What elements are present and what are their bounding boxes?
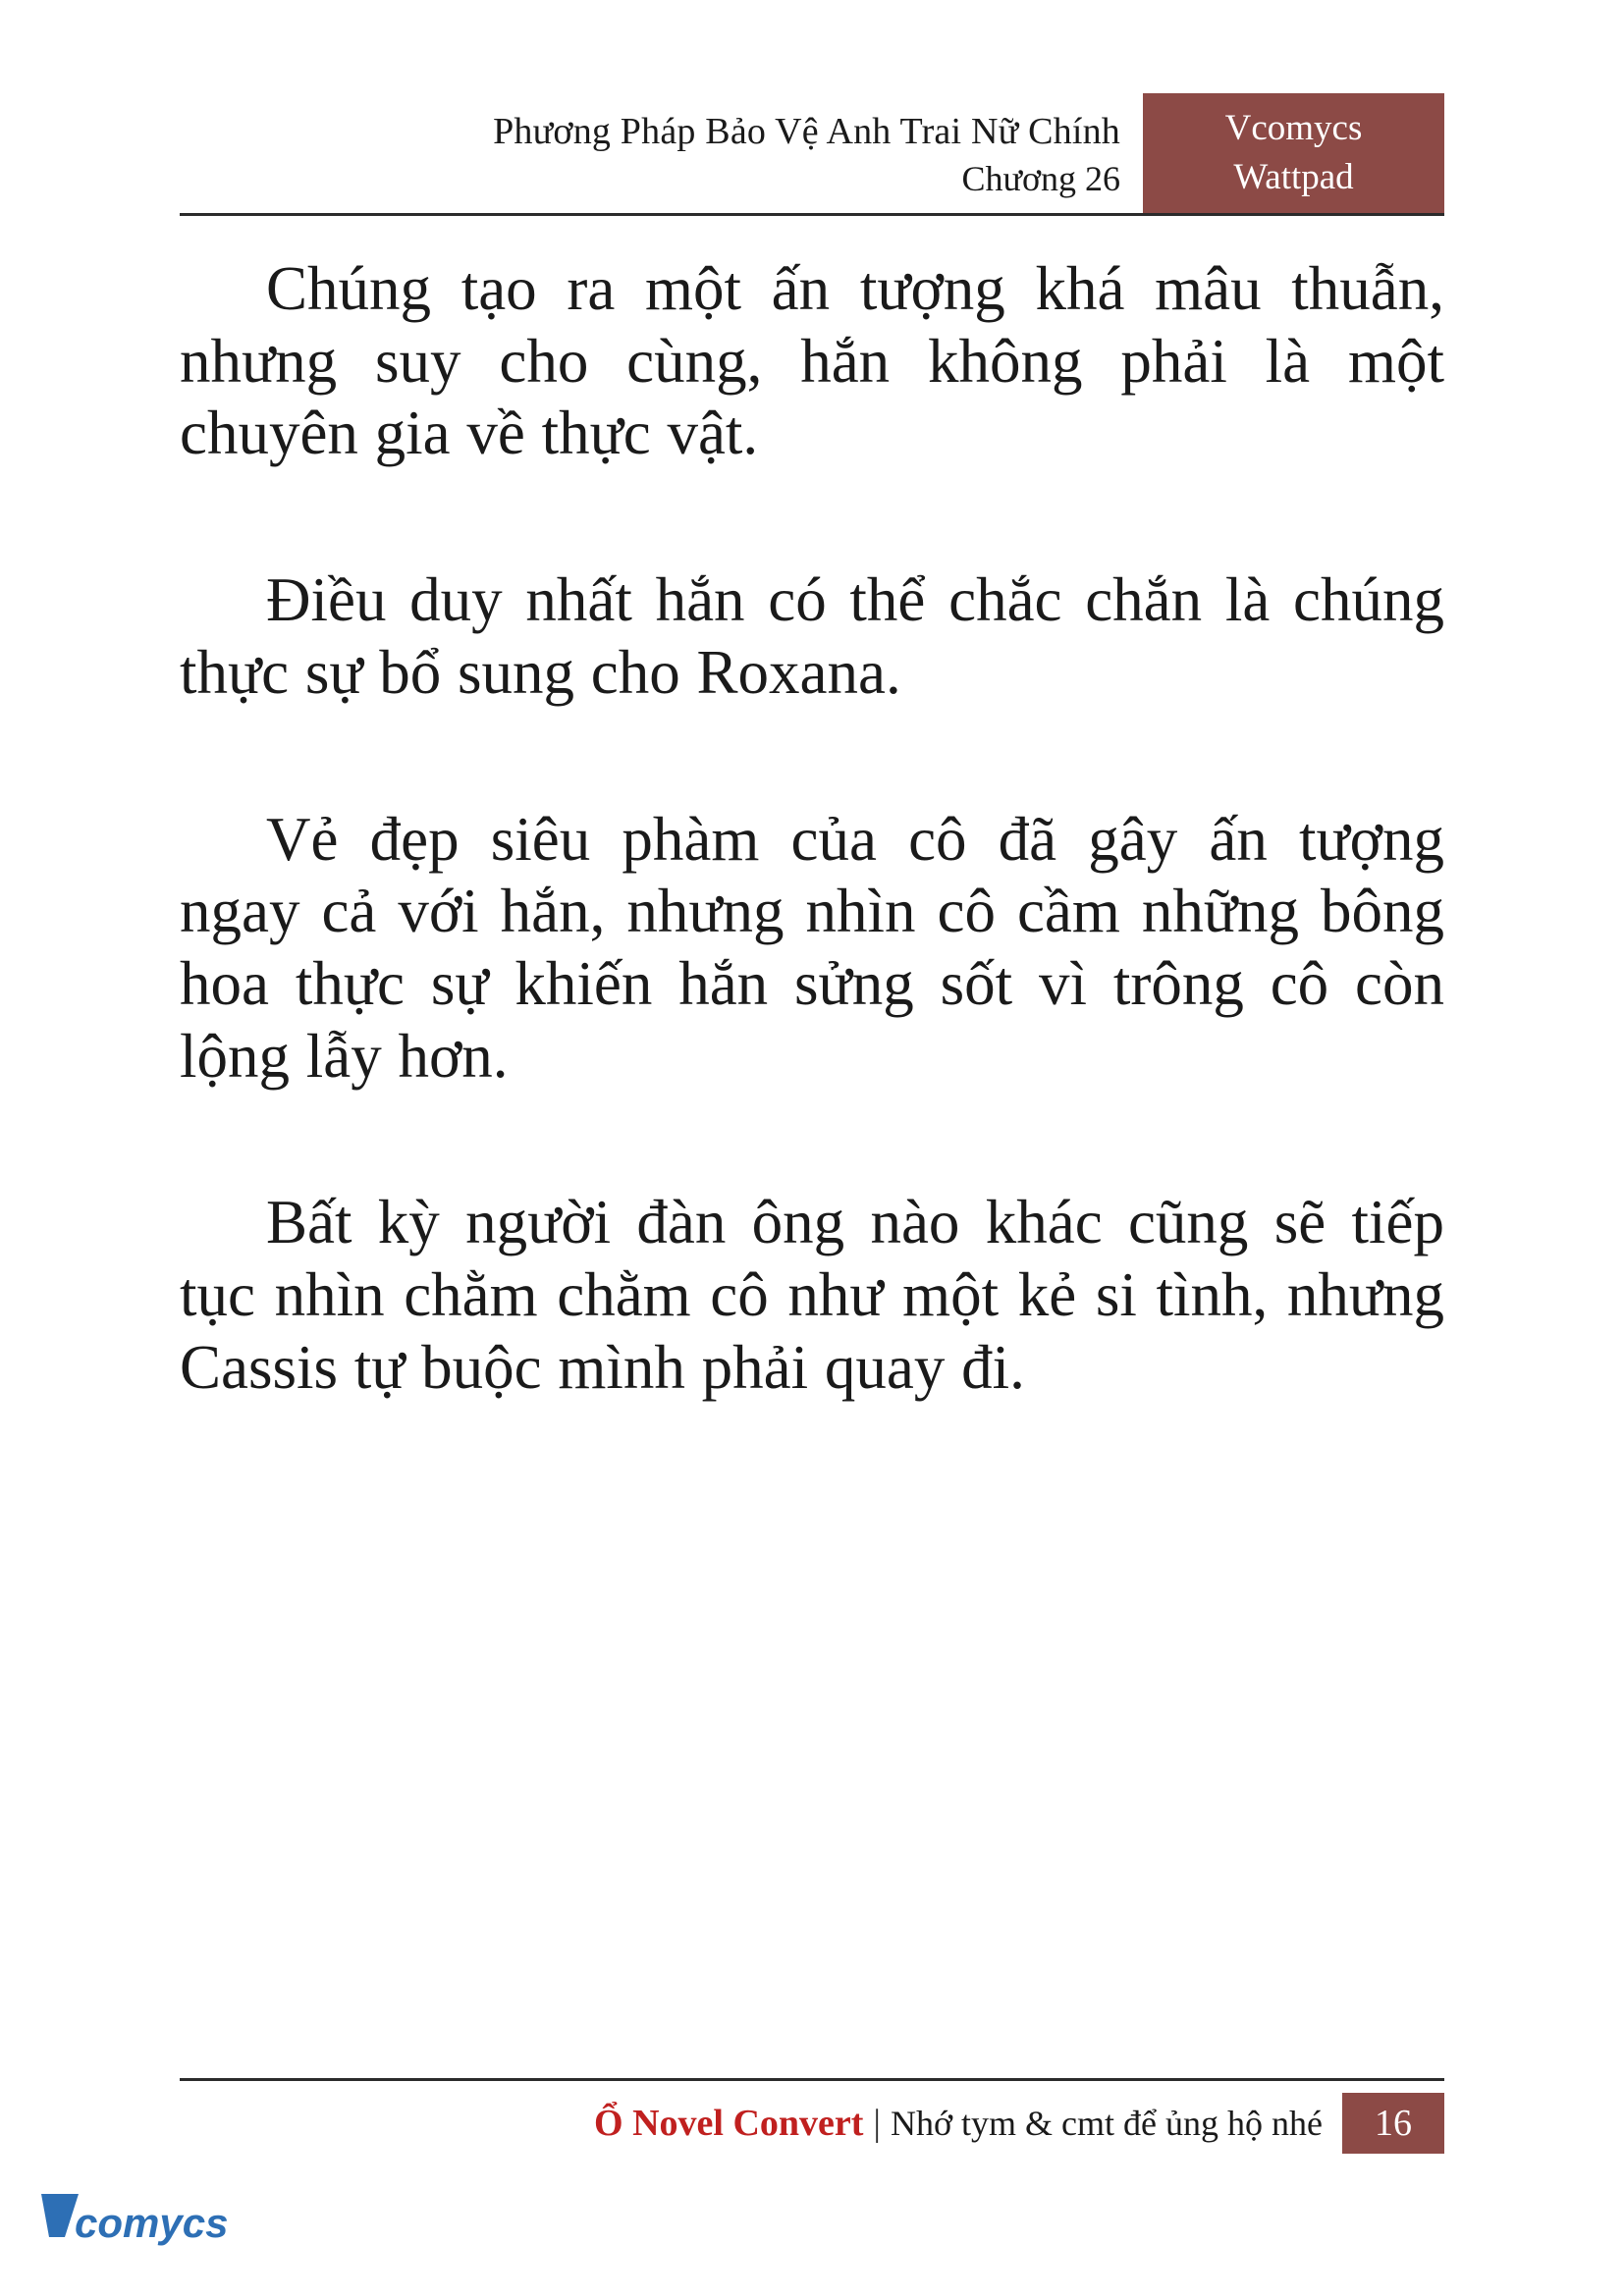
source-badge [1143, 93, 1444, 213]
page-number: 16 [1342, 2093, 1444, 2154]
source-badge-line2: Wattpad [1233, 157, 1354, 197]
page-footer [180, 2078, 1444, 2161]
page-content [180, 253, 1444, 1404]
book-title: Phương Pháp Bảo Vệ Anh Trai Nữ Chính [493, 111, 1120, 152]
paragraph: Bất kỳ người đàn ông nào khác cũng sẽ tiếp tục nhìn chằm chằm cô như một kẻ si tình, nhưng Cassis tự buộc mình phải quay đi. [180, 1188, 1444, 1402]
vcomycs-watermark-logo [35, 2186, 266, 2270]
vcomycs-logo-icon [35, 2186, 266, 2270]
paragraph: Vẻ đẹp siêu phàm của cô đã gây ấn tượng ngay cả với hắn, nhưng nhìn cô cầm những bông hoa thực sự khiến hắn sửng sốt vì trông cô còn lộng lẫy hơn. [180, 804, 1444, 1091]
paragraph: Điều duy nhất hắn có thể chắc chắn là chúng thực sự bổ sung cho Roxana. [180, 565, 1444, 707]
footer-brand: Ổ Novel Convert [594, 2103, 864, 2144]
svg-text:comycs: comycs [75, 2200, 229, 2246]
chapter-label: Chương 26 [961, 159, 1120, 199]
footer-separator: | [873, 2103, 882, 2144]
footer-note: Nhớ tym & cmt để ủng hộ nhé [891, 2104, 1323, 2143]
footer-inner [594, 2093, 1444, 2154]
paragraph: Chúng tạo ra một ấn tượng khá mâu thuẫn, nhưng suy cho cùng, hắn không phải là một chuyên gia về thực vật. [180, 254, 1444, 468]
page-header [180, 93, 1444, 216]
source-badge-line1: Vcomycs [1224, 108, 1363, 149]
header-title-block [493, 107, 1120, 203]
